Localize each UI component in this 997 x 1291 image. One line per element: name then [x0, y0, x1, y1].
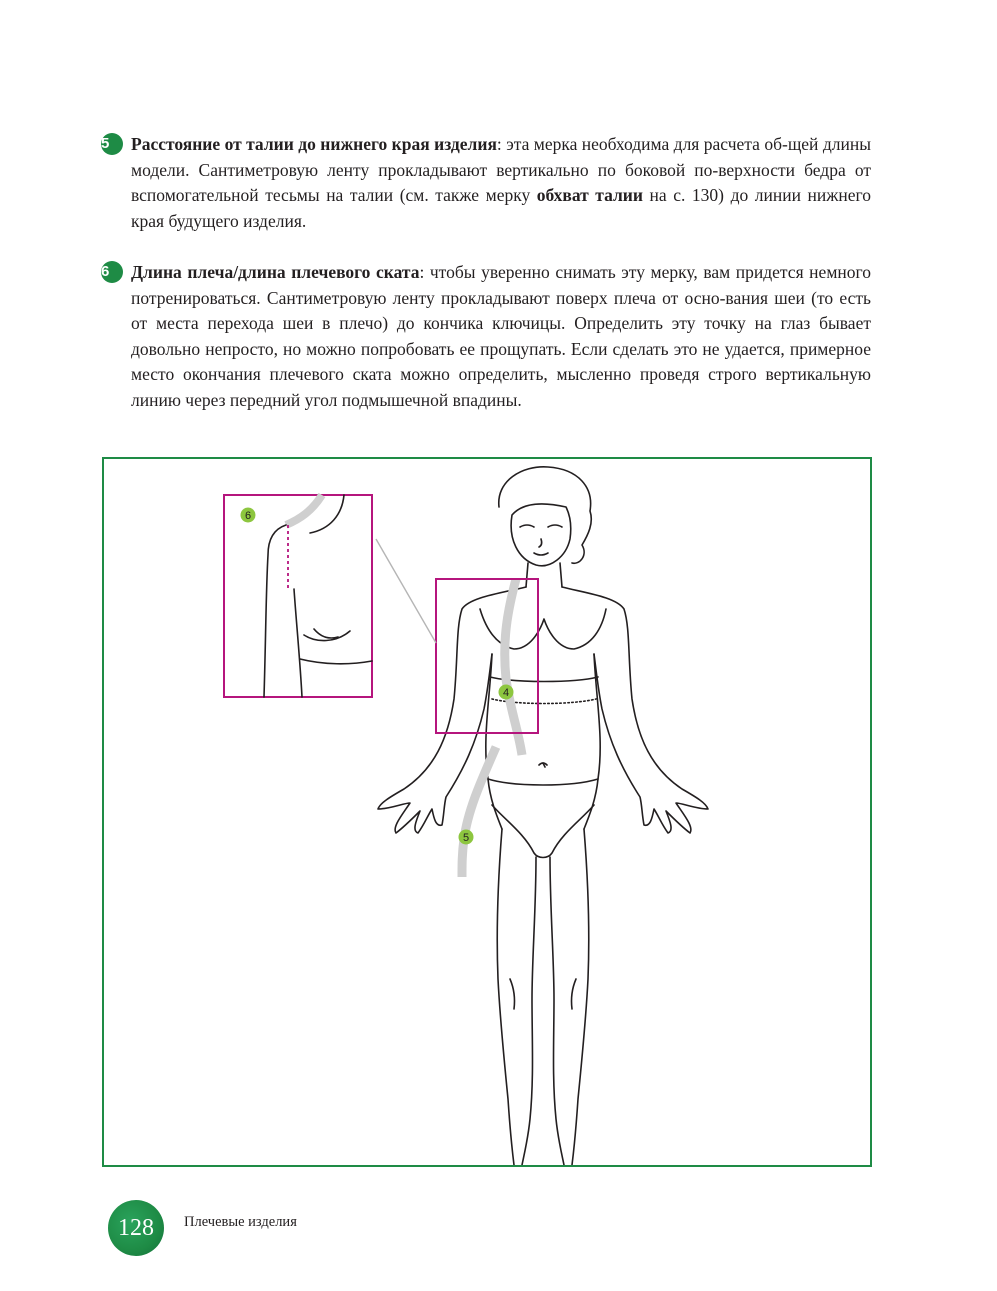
body-measurement-illustration	[104, 459, 870, 1165]
right-arm	[562, 587, 708, 833]
neck	[526, 563, 562, 587]
figure-frame	[102, 457, 872, 1167]
tape-measure-4	[502, 579, 522, 755]
measurement-5-paragraph	[101, 132, 871, 234]
measurement-5-text-a: : эта мерка необходима для расчета об-щей длины модели. Сантиметровую ленту прокладывают вертикально по боковой по-верхности бедра от вспомогательной тесьмы на талии (см. также мерку	[131, 134, 871, 206]
measurement-6-paragraph	[101, 260, 871, 414]
callout-connector	[376, 539, 436, 643]
face-outline	[511, 504, 571, 566]
measurement-6-title: Длина плеча/длина плечевого ската	[131, 262, 420, 282]
label-6-text: 6	[244, 510, 252, 522]
right-leg	[572, 829, 589, 1165]
running-title: Плечевые изделия	[184, 1214, 297, 1230]
label-5-text: 5	[462, 832, 470, 844]
measurement-5-number-badge: 5	[101, 133, 123, 155]
left-leg-inner	[522, 857, 536, 1165]
label-4-text: 4	[502, 687, 510, 699]
right-leg-inner	[550, 857, 564, 1165]
left-leg	[497, 829, 514, 1165]
tape-measure-5	[462, 747, 496, 877]
shoulder-detail-inset	[224, 495, 372, 697]
measurement-6-text-a: : чтобы уверенно снимать эту мерку, вам придется немного потренироваться. Сантиметровую ленту прокладывают поверх плеча от осно-вания шеи (то есть от места перехода шеи в плечо) до кончика ключицы. Определить эту точку на глаз бывает довольно непросто, но можно попробовать ее прощупать. Если сделать это не удается, примерное место окончания плечевого ската можно определить, мысленно проведя строго вертикальную линию через передний угол подмышечной впадины.	[131, 262, 871, 410]
page-number-badge: 128	[108, 1200, 164, 1256]
bra-top	[480, 609, 606, 649]
briefs-waistband	[488, 779, 598, 785]
measurement-5-reference: обхват талии	[536, 185, 643, 206]
measurement-5-title: Расстояние от талии до нижнего края изделия	[131, 134, 497, 154]
briefs-legs	[492, 805, 594, 858]
measurement-5-text-b: на с. 130) до линии нижнего края будущего изделия.	[131, 185, 871, 231]
measurement-6-number-badge: 6	[101, 261, 123, 283]
